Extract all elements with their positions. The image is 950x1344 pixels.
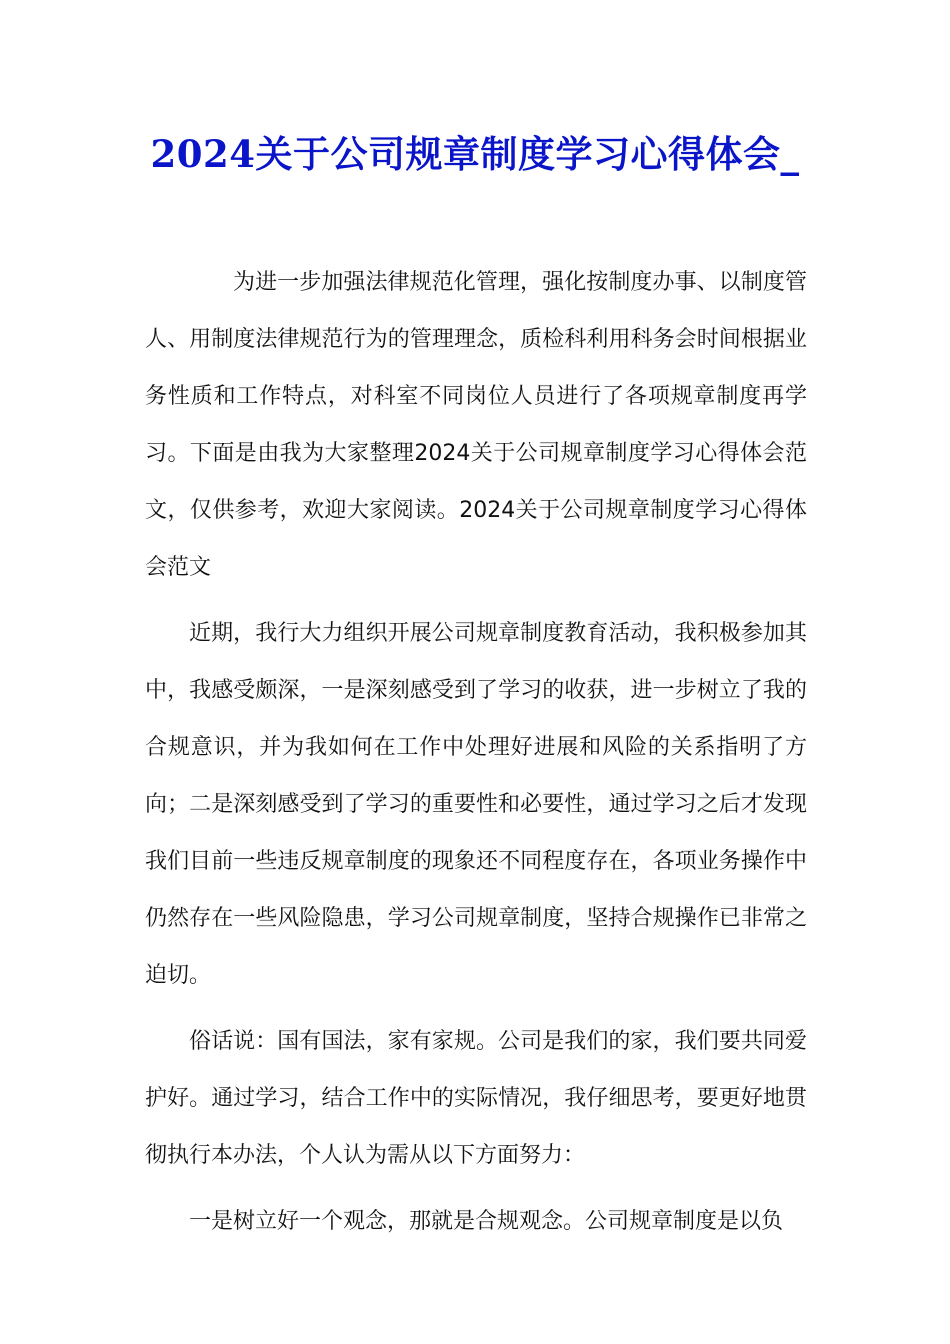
document-title: 2024关于公司规章制度学习心得体会_ bbox=[150, 132, 800, 176]
document-body bbox=[145, 254, 807, 1259]
paragraph-4: 一是树立好一个观念，那就是合规观念。公司规章制度是以负 bbox=[189, 1209, 784, 1234]
paragraph-2: 近期，我行大力组织开展公司规章制度教育活动，我积极参加其中，我感受颇深，一是深刻感受到了学习的收获，进一步树立了我的合规意识，并为我如何在工作中处理好进展和风险的关系指明了方向；二是深刻感受到了学习的重要性和必要性，通过学习之后才发现我们目前一些违反规章制度的现象还不同程度存在，各项业务操作中仍然存在一些风险隐患，学习公司规章制度，坚持合规操作已非常之迫切。 bbox=[145, 621, 807, 988]
paragraph-intro: 为进一步加强法律规范化管理，强化按制度办事、以制度管人、用制度法律规范行为的管理理念，质检科利用科务会时间根据业务性质和工作特点，对科室不同岗位人员进行了各项规章制度再学习。下面是由我为大家整理2024关于公司规章制度学习心得体会范文，仅供参考，欢迎大家阅读。2024关于公司规章制度学习心得体会范文 bbox=[145, 270, 807, 580]
paragraph-3: 俗话说：国有国法，家有家规。公司是我们的家，我们要共同爱护好。通过学习，结合工作中的实际情况，我仔细思考，要更好地贯彻执行本办法，个人认为需从以下方面努力： bbox=[145, 1029, 807, 1168]
